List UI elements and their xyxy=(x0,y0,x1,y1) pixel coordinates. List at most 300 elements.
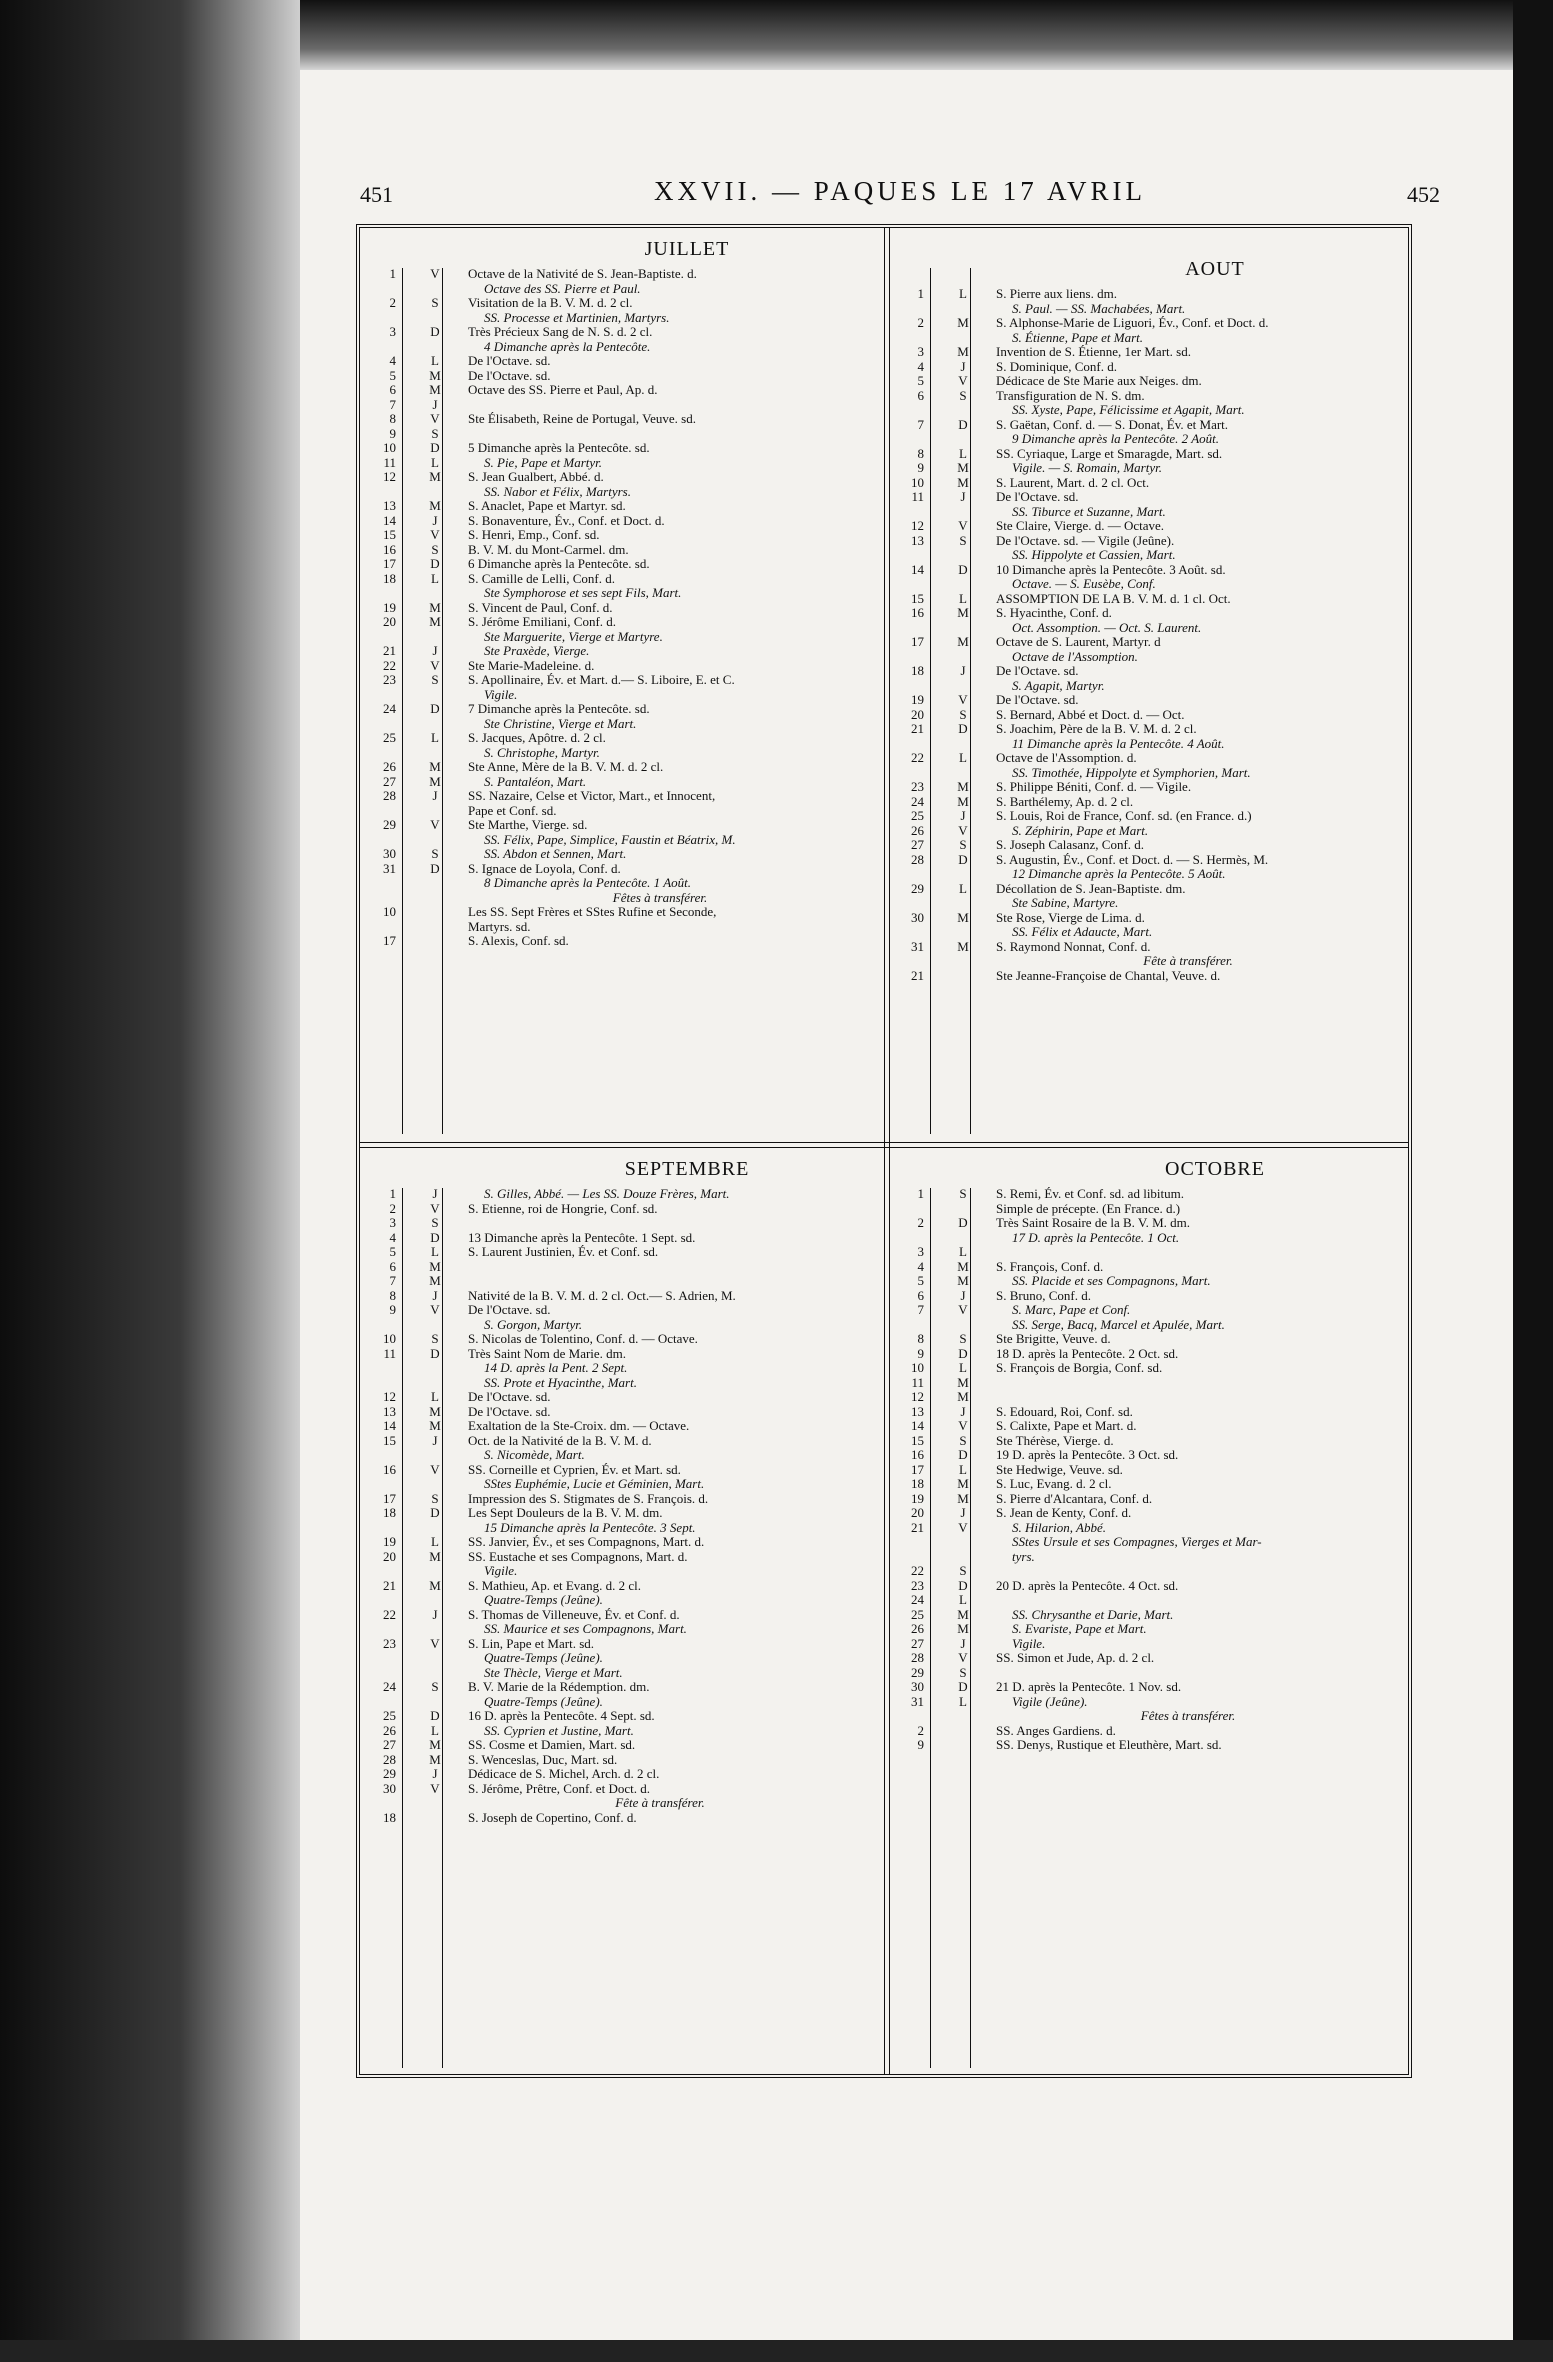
weekday-letter xyxy=(424,1651,446,1666)
calendar-entry xyxy=(888,1289,1402,1304)
day-number: 31 xyxy=(383,860,396,876)
feast-text: S. Christophe, Martyr. xyxy=(484,745,600,760)
day-number: 4 xyxy=(917,358,924,374)
calendar-entry xyxy=(360,354,874,369)
weekday-letter: J xyxy=(960,358,966,374)
calendar-entry xyxy=(888,1231,1402,1246)
day-number: 1 xyxy=(389,266,396,281)
calendar-entry xyxy=(888,345,1402,360)
weekday-letter: M xyxy=(957,634,969,649)
weekday-letter xyxy=(424,282,446,297)
calendar-entry xyxy=(360,427,874,442)
calendar-entry xyxy=(360,470,874,485)
day-number: 25 xyxy=(911,808,924,823)
calendar-entry xyxy=(360,659,874,674)
feast-text: S. Etienne, roi de Hongrie, Conf. sd. xyxy=(468,1201,658,1216)
calendar-entry xyxy=(888,403,1402,418)
calendar-entry xyxy=(360,267,874,282)
calendar-entry xyxy=(360,1738,874,1753)
feast-text: 6 Dimanche après la Pentecôte. sd. xyxy=(468,557,650,571)
calendar-entry xyxy=(888,548,1402,563)
feast-text: S. Marc, Pape et Conf. xyxy=(1012,1303,1131,1317)
day-number: 19 xyxy=(911,692,924,707)
feast-text: S. Barthélemy, Ap. d. 2 cl. xyxy=(996,794,1134,809)
weekday-letter xyxy=(952,548,974,563)
feast-text: 12 Dimanche après la Pentecôte. 5 Août. xyxy=(1012,867,1226,881)
feast-text: Invention de S. Étienne, 1er Mart. sd. xyxy=(996,345,1191,359)
weekday-letter: S xyxy=(431,1215,439,1230)
day-number xyxy=(360,1593,404,1608)
day-number: 6 xyxy=(917,387,924,403)
weekday-letter: S xyxy=(431,1679,439,1694)
feast-text: 19 D. après la Pentecôte. 3 Oct. sd. xyxy=(996,1448,1179,1462)
weekday-letter: V xyxy=(430,1635,440,1651)
calendar-entry xyxy=(888,621,1402,636)
day-number xyxy=(360,1622,404,1637)
calendar-entry xyxy=(888,882,1402,897)
day-number xyxy=(360,340,404,355)
calendar-entry xyxy=(888,824,1402,839)
feast-text: S. Wenceslas, Duc, Mart. sd. xyxy=(468,1752,618,1767)
day-number: 12 xyxy=(911,1389,924,1404)
feast-text: S. Lin, Pape et Mart. sd. xyxy=(468,1636,595,1651)
calendar-entry xyxy=(888,1332,1402,1347)
calendar-entry xyxy=(888,534,1402,549)
weekday-letter: M xyxy=(429,1548,441,1564)
feast-text: Ste Marie-Madeleine. d. xyxy=(468,658,595,673)
calendar-entry xyxy=(888,1680,1402,1695)
feast-text: SS. Maurice et ses Compagnons, Mart. xyxy=(484,1622,687,1636)
weekday-letter: V xyxy=(430,1302,440,1317)
day-number xyxy=(360,1564,404,1579)
weekday-letter: J xyxy=(960,489,966,504)
page-header xyxy=(360,176,1440,216)
feast-text: S. Louis, Roi de France, Conf. sd. (en France. d.) xyxy=(996,809,1252,823)
weekday-letter: M xyxy=(429,1273,441,1288)
weekday-letter: D xyxy=(958,1679,968,1694)
calendar-entry xyxy=(360,1782,874,1797)
weekday-letter: L xyxy=(431,353,439,368)
calendar-entry xyxy=(360,760,874,775)
day-number xyxy=(360,1521,404,1536)
feast-text: S. Laurent, Mart. d. 2 cl. Oct. xyxy=(996,475,1150,490)
calendar-entry xyxy=(360,1448,874,1463)
day-number: 29 xyxy=(911,880,924,896)
weekday-letter xyxy=(424,804,446,819)
feast-text: Très Saint Nom de Marie. dm. xyxy=(468,1346,627,1361)
weekday-letter: M xyxy=(429,759,441,774)
day-number: 1 xyxy=(917,286,924,301)
entry-list xyxy=(360,267,874,949)
day-number: 14 xyxy=(911,1418,924,1433)
feast-text: 7 Dimanche après la Pentecôte. sd. xyxy=(468,702,650,716)
feast-text: S. Pierre d'Alcantara, Conf. d. xyxy=(996,1491,1153,1506)
weekday-letter: D xyxy=(430,1229,440,1245)
feast-text: Les SS. Sept Frères et SStes Rufine et Seconde, xyxy=(468,905,717,919)
weekday-letter: J xyxy=(960,1403,966,1419)
calendar-entry xyxy=(360,818,874,833)
feast-text: S. Edouard, Roi, Conf. sd. xyxy=(996,1404,1133,1419)
day-number: 8 xyxy=(917,445,924,461)
weekday-letter: L xyxy=(431,730,439,745)
feast-text: B. V. M. du Mont-Carmel. dm. xyxy=(468,542,629,557)
feast-text: Quatre-Temps (Jeûne). xyxy=(484,1694,603,1709)
weekday-letter xyxy=(952,867,974,882)
day-number: 1 xyxy=(917,1186,924,1201)
feast-text: S. Gorgon, Martyr. xyxy=(484,1317,583,1332)
weekday-letter: S xyxy=(959,387,967,403)
day-number xyxy=(888,896,932,911)
weekday-letter: D xyxy=(430,324,440,339)
weekday-letter xyxy=(424,1666,446,1681)
day-number xyxy=(888,505,932,520)
calendar-entry xyxy=(360,412,874,427)
calendar-entry xyxy=(888,1347,1402,1362)
day-number: 6 xyxy=(389,1258,396,1274)
feast-text: SS. Prote et Hyacinthe, Mart. xyxy=(484,1375,637,1390)
calendar-entry xyxy=(360,1274,874,1289)
weekday-letter: M xyxy=(957,909,969,925)
day-number: 22 xyxy=(383,1606,396,1622)
weekday-letter: M xyxy=(429,614,441,629)
calendar-entry xyxy=(888,925,1402,940)
weekday-letter xyxy=(952,1738,974,1753)
feast-text: S. Hyacinthe, Conf. d. xyxy=(996,606,1112,620)
calendar-entry xyxy=(360,1376,874,1391)
weekday-letter: M xyxy=(429,382,441,397)
weekday-letter: D xyxy=(430,701,440,716)
weekday-letter: V xyxy=(958,1650,968,1665)
feast-text: Décollation de S. Jean-Baptiste. dm. xyxy=(996,881,1186,896)
feast-text: SS. Denys, Rustique et Eleuthère, Mart. sd. xyxy=(996,1738,1222,1752)
feast-text: Octave de l'Assomption. xyxy=(1012,649,1138,664)
day-number: 12 xyxy=(911,518,924,533)
weekday-letter: L xyxy=(959,286,967,301)
day-number: 22 xyxy=(383,657,396,673)
weekday-letter: M xyxy=(429,1751,441,1767)
day-number: 22 xyxy=(911,1563,924,1578)
day-number: 2 xyxy=(389,1200,396,1216)
calendar-entry xyxy=(888,954,1402,969)
feast-text: 11 Dimanche après la Pentecôte. 4 Août. xyxy=(1012,736,1225,751)
calendar-entry xyxy=(360,1506,874,1521)
day-number: 8 xyxy=(389,411,396,426)
day-number: 26 xyxy=(383,1722,396,1738)
feast-text: SS. Eustache et ses Compagnons, Mart. d. xyxy=(468,1549,688,1564)
feast-text: SS. Hippolyte et Cassien, Mart. xyxy=(1012,548,1176,562)
calendar-entry xyxy=(888,418,1402,433)
day-number: 19 xyxy=(911,1490,924,1506)
weekday-letter xyxy=(424,1521,446,1536)
weekday-letter: S xyxy=(959,1331,967,1346)
day-number: 18 xyxy=(383,1505,396,1520)
feast-text: 21 D. après la Pentecôte. 1 Nov. sd. xyxy=(996,1680,1182,1694)
weekday-letter xyxy=(424,630,446,645)
weekday-letter: V xyxy=(430,1461,440,1477)
feast-text: 18 D. après la Pentecôte. 2 Oct. sd. xyxy=(996,1346,1179,1361)
day-number xyxy=(888,650,932,665)
calendar-entry xyxy=(360,1811,874,1826)
weekday-letter: M xyxy=(429,367,441,383)
calendar-entry xyxy=(888,853,1402,868)
weekday-letter: L xyxy=(431,1534,439,1549)
feast-text: S. Calixte, Pape et Mart. d. xyxy=(996,1419,1137,1433)
day-number: 5 xyxy=(389,1244,396,1259)
feast-text xyxy=(974,1390,1402,1405)
feast-text: Octave de l'Assomption. d. xyxy=(996,751,1137,765)
weekday-letter: M xyxy=(957,779,969,794)
weekday-letter xyxy=(424,1318,446,1333)
calendar-entry xyxy=(360,296,874,311)
calendar-entry xyxy=(360,1666,874,1681)
day-number: 25 xyxy=(383,1708,396,1723)
calendar-entry xyxy=(360,1405,874,1420)
day-number: 5 xyxy=(917,1273,924,1288)
calendar-entry xyxy=(360,499,874,514)
feast-text: S. Nicomède, Mart. xyxy=(484,1448,585,1462)
calendar-entry xyxy=(888,795,1402,810)
calendar-entry xyxy=(360,876,874,891)
day-number: 30 xyxy=(383,846,396,861)
calendar-entry xyxy=(888,708,1402,723)
feast-text: S. Vincent de Paul, Conf. d. xyxy=(468,600,613,615)
weekday-letter xyxy=(952,505,974,520)
feast-text: De l'Octave. sd. xyxy=(468,1303,551,1317)
calendar-entry xyxy=(360,1767,874,1782)
month-title: AOUT xyxy=(1185,258,1245,280)
feast-text: De l'Octave. sd. xyxy=(996,693,1079,707)
day-number: 29 xyxy=(383,1766,396,1781)
calendar-entry xyxy=(360,1608,874,1623)
feast-text: Pape et Conf. sd. xyxy=(468,803,557,818)
day-number: 30 xyxy=(383,1780,396,1796)
feast-text xyxy=(446,1274,874,1289)
calendar-entry xyxy=(888,374,1402,389)
feast-text: S. Philippe Béniti, Conf. d. — Vigile. xyxy=(996,780,1192,794)
weekday-letter: J xyxy=(432,396,438,412)
scan-right-edge xyxy=(1513,0,1553,2362)
feast-text: 9 Dimanche après la Pentecôte. 2 Août. xyxy=(1012,432,1219,446)
calendar-entry xyxy=(888,389,1402,404)
feast-text: 14 D. après la Pent. 2 Sept. xyxy=(484,1361,628,1375)
day-number: 10 xyxy=(383,440,396,455)
day-number: 15 xyxy=(383,527,396,542)
weekday-letter: L xyxy=(959,1592,967,1607)
day-number: 13 xyxy=(911,532,924,548)
feast-text: S. Bruno, Conf. d. xyxy=(996,1288,1091,1303)
day-number: 31 xyxy=(911,1693,924,1709)
feast-text: Octave de S. Laurent, Martyr. d xyxy=(996,635,1161,649)
feast-text: S. Bernard, Abbé et Doct. d. — Oct. xyxy=(996,707,1185,722)
feast-text: Vigile. xyxy=(484,687,518,702)
feast-text: S. Pantaléon, Mart. xyxy=(484,774,587,789)
feast-text: Ste Christine, Vierge et Mart. xyxy=(484,716,637,731)
day-number xyxy=(360,1376,404,1391)
feast-text: S. François, Conf. d. xyxy=(996,1259,1104,1274)
weekday-letter: J xyxy=(432,643,438,658)
day-number: 3 xyxy=(389,1215,396,1230)
weekday-letter: J xyxy=(432,1432,438,1448)
weekday-letter: M xyxy=(957,1389,969,1404)
feast-text: Fêtes à transférer. xyxy=(1140,1709,1236,1723)
feast-text: S. Agapit, Martyr. xyxy=(1012,678,1105,693)
feast-text xyxy=(974,1245,1402,1260)
weekday-letter: V xyxy=(430,266,440,281)
feast-text: 5 Dimanche après la Pentecôte. sd. xyxy=(468,441,650,455)
calendar-entry xyxy=(888,1608,1402,1623)
day-number xyxy=(888,1318,932,1333)
day-number: 10 xyxy=(911,474,924,490)
weekday-letter: J xyxy=(960,808,966,823)
feast-text: S. Luc, Evang. d. 2 cl. xyxy=(996,1477,1112,1491)
day-number: 29 xyxy=(383,817,396,832)
day-number: 19 xyxy=(383,1534,396,1549)
calendar-entry xyxy=(888,679,1402,694)
weekday-letter: S xyxy=(959,706,967,722)
weekday-letter: M xyxy=(957,1476,969,1491)
day-number xyxy=(888,954,932,969)
day-number: 4 xyxy=(917,1258,924,1274)
feast-text: S. Joachim, Père de la B. V. M. d. 2 cl. xyxy=(996,722,1197,736)
weekday-letter: J xyxy=(432,788,438,803)
calendar-entry xyxy=(360,340,874,355)
day-number xyxy=(360,891,404,906)
feast-text: S. Gilles, Abbé. — Les SS. Douze Frères, Mart. xyxy=(484,1187,730,1201)
weekday-letter xyxy=(424,1593,446,1608)
weekday-letter xyxy=(424,891,446,906)
day-number: 15 xyxy=(911,1432,924,1448)
calendar-entry xyxy=(888,1463,1402,1478)
feast-text xyxy=(974,1376,1402,1391)
weekday-letter: L xyxy=(959,1244,967,1259)
feast-text: Ste Élisabeth, Reine de Portugal, Veuve. sd. xyxy=(468,412,696,426)
weekday-letter: L xyxy=(431,570,439,586)
day-number: 7 xyxy=(917,1302,924,1317)
day-number: 26 xyxy=(911,1621,924,1636)
calendar-entry xyxy=(888,287,1402,302)
day-number: 12 xyxy=(383,469,396,484)
weekday-letter xyxy=(952,925,974,940)
feast-text: Vigile. xyxy=(1012,1636,1046,1651)
day-number: 23 xyxy=(911,1577,924,1593)
feast-text: Ste Marguerite, Vierge et Martyre. xyxy=(484,629,663,644)
feast-text: Fête à transférer. xyxy=(615,1796,705,1810)
weekday-letter: D xyxy=(430,860,440,876)
feast-text: S. François de Borgia, Conf. sd. xyxy=(996,1361,1163,1375)
weekday-letter xyxy=(424,717,446,732)
feast-text: Octave de la Nativité de S. Jean-Baptiste. d. xyxy=(468,267,697,281)
weekday-letter xyxy=(424,1376,446,1391)
weekday-letter: D xyxy=(958,721,968,736)
weekday-letter: S xyxy=(431,541,439,557)
feast-text: S. Zéphirin, Pape et Mart. xyxy=(1012,823,1149,838)
weekday-letter xyxy=(424,1622,446,1637)
weekday-letter: J xyxy=(432,512,438,528)
feast-text: Ste Thècle, Vierge et Mart. xyxy=(484,1665,623,1680)
feast-text: S. Jean de Kenty, Conf. d. xyxy=(996,1506,1132,1520)
day-number xyxy=(360,282,404,297)
calendar-entry xyxy=(888,911,1402,926)
feast-text: Fêtes à transférer. xyxy=(612,890,708,905)
day-number: 14 xyxy=(383,512,396,528)
calendar-entry xyxy=(888,1318,1402,1333)
calendar-entry xyxy=(888,722,1402,737)
calendar-entry xyxy=(888,693,1402,708)
calendar-entry xyxy=(888,577,1402,592)
day-number: 11 xyxy=(911,489,924,504)
day-number: 10 xyxy=(383,1331,396,1346)
feast-text: Ste Marthe, Vierge. sd. xyxy=(468,818,588,832)
calendar-entry xyxy=(360,891,874,906)
day-number xyxy=(888,925,932,940)
calendar-entry xyxy=(360,369,874,384)
calendar-entry xyxy=(888,751,1402,766)
weekday-letter xyxy=(952,969,974,984)
feast-text: SS. Cosme et Damien, Mart. sd. xyxy=(468,1738,636,1752)
feast-text: S. Jérôme, Prêtre, Conf. et Doct. d. xyxy=(468,1781,650,1796)
calendar-entry xyxy=(360,1347,874,1362)
day-number xyxy=(888,577,932,592)
calendar-entry xyxy=(360,528,874,543)
weekday-letter: L xyxy=(431,1244,439,1259)
feast-text: SS. Xyste, Pape, Félicissime et Agapit, Mart. xyxy=(1012,403,1245,417)
weekday-letter: S xyxy=(431,295,439,310)
weekday-letter: L xyxy=(431,454,439,470)
feast-text: 13 Dimanche après la Pentecôte. 1 Sept. sd. xyxy=(468,1230,696,1245)
calendar-entry xyxy=(360,746,874,761)
day-number xyxy=(360,586,404,601)
entry-list xyxy=(888,287,1402,983)
day-number: 17 xyxy=(911,634,924,649)
day-number: 31 xyxy=(911,938,924,954)
weekday-letter: J xyxy=(960,663,966,678)
month-title: OCTOBRE xyxy=(1165,1158,1265,1180)
feast-text: SStes Ursule et ses Compagnes, Vierges et Mar- xyxy=(1012,1535,1262,1549)
calendar-entry xyxy=(888,606,1402,621)
weekday-letter: S xyxy=(959,1664,967,1680)
calendar-entry xyxy=(360,1361,874,1376)
feast-text xyxy=(446,398,874,413)
weekday-letter xyxy=(952,403,974,418)
feast-text: S. Pie, Pape et Martyr. xyxy=(484,455,603,470)
feast-text: SS. Placide et ses Compagnons, Mart. xyxy=(1012,1274,1211,1288)
feast-text: Ste Jeanne-Françoise de Chantal, Veuve. d. xyxy=(996,968,1221,983)
calendar-entry xyxy=(360,325,874,340)
weekday-letter: V xyxy=(958,1519,968,1535)
calendar-entry xyxy=(360,702,874,717)
weekday-letter: M xyxy=(957,315,969,330)
feast-text: SS. Félix et Adaucte, Mart. xyxy=(1012,925,1153,939)
weekday-letter: M xyxy=(429,1418,441,1433)
day-number: 21 xyxy=(383,643,396,658)
day-number: 10 xyxy=(383,904,396,919)
calendar-entry xyxy=(888,780,1402,795)
feast-text: Ste Praxède, Vierge. xyxy=(484,644,590,658)
weekday-letter: J xyxy=(432,1287,438,1303)
calendar-entry xyxy=(360,1419,874,1434)
weekday-letter xyxy=(952,896,974,911)
page-number-left: 451 xyxy=(360,182,393,207)
day-number xyxy=(360,804,404,819)
day-number: 20 xyxy=(911,1505,924,1520)
day-number xyxy=(360,876,404,891)
feast-text: S. Remi, Év. et Conf. sd. ad libitum. xyxy=(996,1187,1185,1201)
day-number: 9 xyxy=(917,1345,924,1361)
calendar-entry xyxy=(360,1724,874,1739)
day-number: 5 xyxy=(917,373,924,388)
day-number: 24 xyxy=(383,1679,396,1694)
calendar-entry xyxy=(888,563,1402,578)
